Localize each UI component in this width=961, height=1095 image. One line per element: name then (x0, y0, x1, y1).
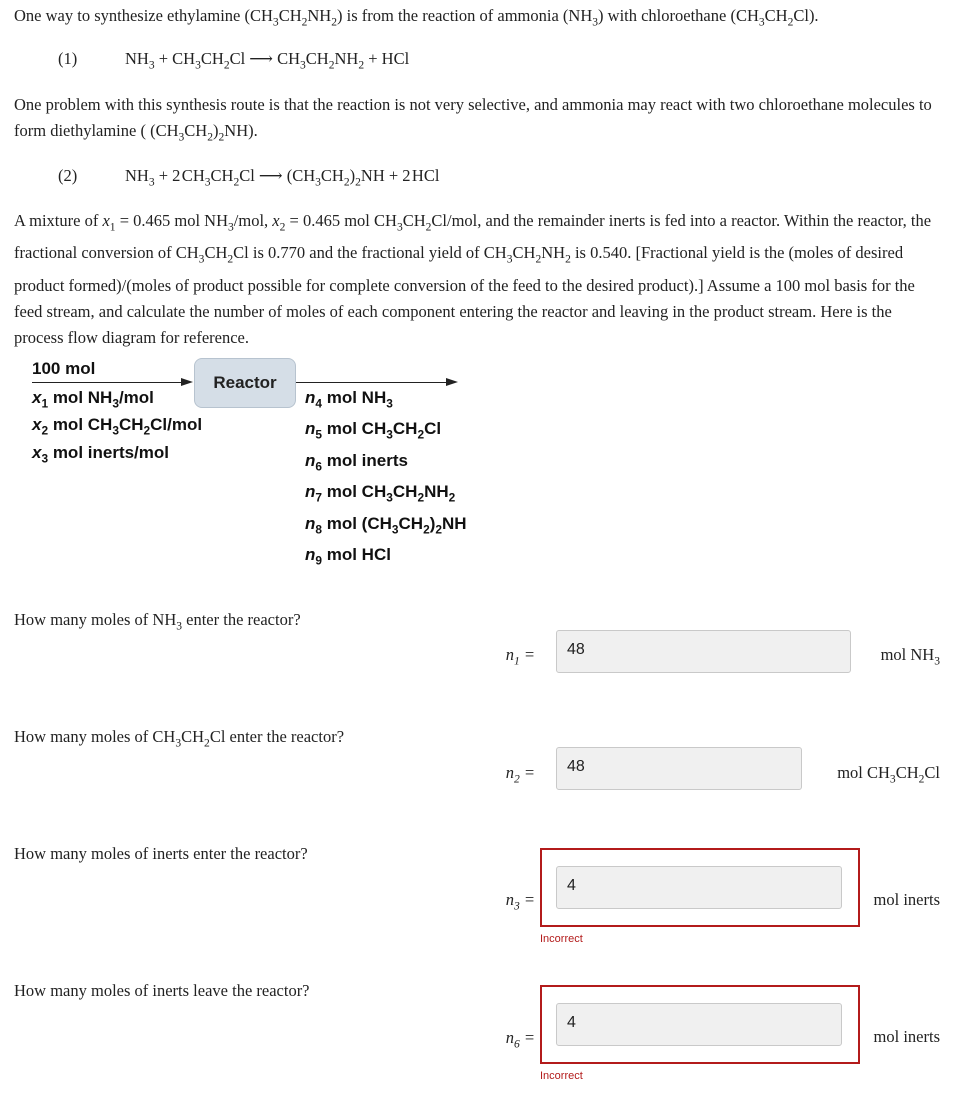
feed-x2: $x_2$ mol $CH_3CH_2Cl$/mol (32, 415, 203, 438)
product-n9: $n_9$ mol HCl (305, 544, 391, 568)
question-n1: How many moles of $NH_3$ enter the reactor? (14, 610, 301, 633)
product-stream-list (305, 385, 467, 573)
n6-label: $n_6$ = (505, 1028, 535, 1051)
n2-input[interactable]: 48 (556, 747, 802, 790)
n1-unit: mol $NH_3$ (880, 645, 940, 668)
equation-1: $NH_3 + CH_3CH_2Cl$ ⟶ $CH_3CH_2NH_2$ + HCl (125, 49, 410, 72)
feed-x1: $x_1$ mol $NH_3$/mol (32, 388, 154, 411)
equation-2-number: (2) (58, 166, 78, 185)
n3-input[interactable]: 4 (556, 866, 842, 909)
n1-input[interactable]: 48 (556, 630, 851, 673)
equation-2: $NH_3 + 2$ $CH_3CH_2Cl$ ⟶ $(CH_3CH_2)_2NH + 2$ HCl (125, 166, 440, 189)
feed-stream-list (32, 385, 202, 471)
question-n3: How many moles of inerts enter the reactor? (14, 844, 308, 863)
selectivity-paragraph: One problem with this synthesis route is that the reaction is not very selective, and ammonia may react with two chloroethane molecules to form diethylamine ( $(CH_3CH_2)_2NH$). (14, 95, 932, 144)
product-n7: $n_7$ mol $CH_3CH_2NH_2$ (305, 482, 456, 505)
product-n8: $n_8$ mol $(CH_3CH_2)_2NH$ (305, 513, 467, 536)
intro-paragraph: One way to synthesize ethylamine $(CH_3CH_2NH_2)$ is from the reaction of ammonia $(NH_3)$ with chloroethane $(CH_3CH_2Cl)$. (14, 6, 819, 29)
n3-feedback: Incorrect (540, 933, 583, 945)
problem-statement: A mixture of $x_1 = 0.465$ mol $NH_3$/mol, $x_2 = 0.465$ mol $CH_3CH_2Cl$/mol, and the remainder inerts is fed into a reactor. Within the reactor, the fractional conversion of $CH_3CH_2Cl$ is 0.770 and the fractional yield of $CH_3CH_2NH_2$ is 0.540. [Fractional yield is the (moles of desired product formed)/(moles of product possible for complete conversion of the feed to the desired product).] Assume a 100 mol basis for the feed stream, and calculate the number of moles of each component entering the reactor and leaving in the product stream. Here is the process flow diagram for reference. (14, 211, 932, 347)
question-n2: How many moles of $CH_3CH_2Cl$ enter the reactor? (14, 727, 345, 750)
n3-label: $n_3$ = (505, 890, 535, 913)
reactor-box (194, 358, 296, 408)
product-n4: $n_4$ mol $NH_3$ (305, 388, 393, 411)
product-arrow-line (296, 382, 446, 383)
feed-x3: $x_3$ mol inerts/mol (32, 442, 170, 466)
feed-total: 100 mol (32, 359, 96, 378)
n2-label: $n_2$ = (505, 763, 535, 786)
feed-arrow-line (32, 382, 182, 383)
product-n6: $n_6$ mol inerts (305, 450, 408, 474)
n6-unit: mol inerts (873, 1027, 940, 1046)
equation-1-number: (1) (58, 49, 78, 68)
n1-label: $n_1$ = (505, 645, 535, 668)
n6-input[interactable]: 4 (556, 1003, 842, 1046)
reactor-label: Reactor (213, 373, 277, 392)
n6-feedback: Incorrect (540, 1070, 583, 1082)
n3-unit: mol inerts (873, 890, 940, 909)
n2-unit: mol $CH_3CH_2Cl$ (837, 763, 940, 786)
question-n6: How many moles of inerts leave the reactor? (14, 981, 310, 1000)
product-n5: $n_5$ mol $CH_3CH_2Cl$ (305, 419, 442, 442)
